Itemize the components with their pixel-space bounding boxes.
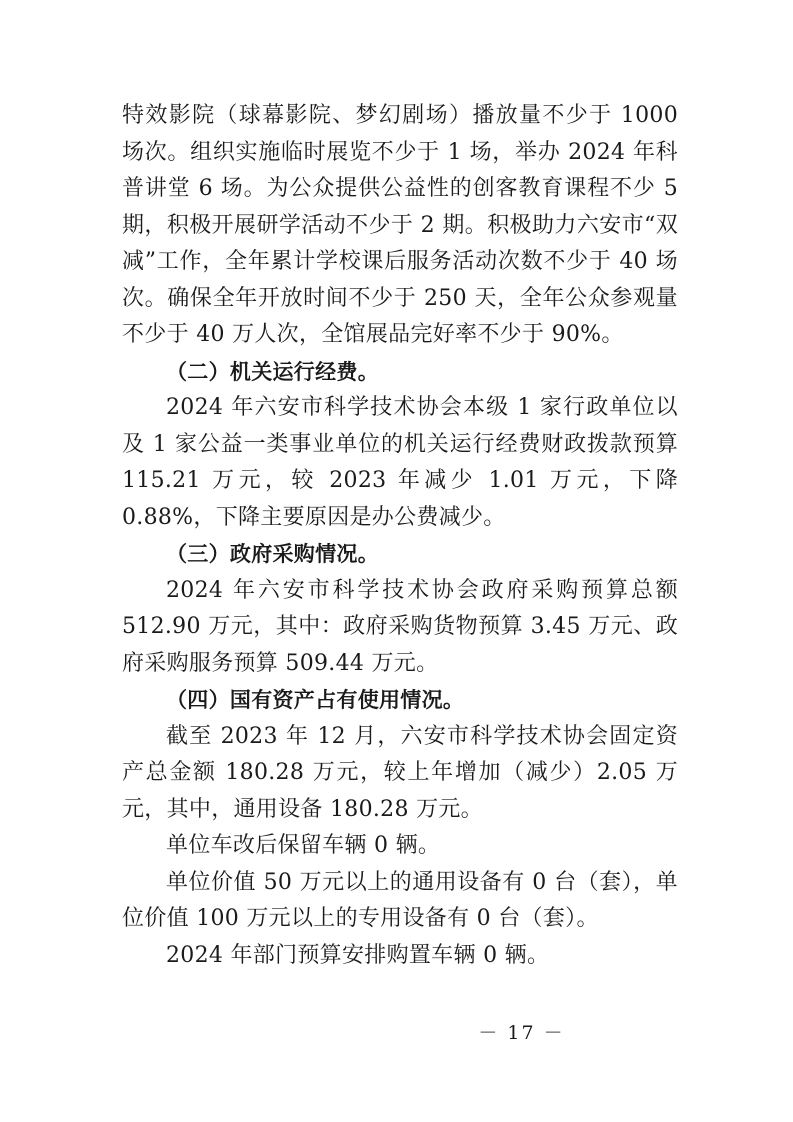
paragraph-operating-expenses: 2024 年六安市科学技术协会本级 1 家行政单位以及 1 家公益一类事业单位的机关运行经费财政拨款预算 115.21 万元，较 2023 年减少 1.01 万元，下降 0.88%，下降主要原因是办公费减少。 — [122, 395, 678, 530]
paragraph-fixed-assets: 截至 2023 年 12 月，六安市科学技术协会固定资产总金额 180.28 万元，较上年增加（减少）2.05 万元，其中，通用设备 180.28 万元。 — [122, 723, 678, 822]
heading-state-assets: （四）国有资产占有使用情况。 — [166, 688, 465, 712]
heading-government-procurement: （三）政府采购情况。 — [166, 542, 379, 566]
document-body — [122, 98, 678, 974]
paragraph-equipment-value: 单位价值 50 万元以上的通用设备有 0 台（套），单位价值 100 万元以上的专用设备有 0 台（套）。 — [122, 869, 678, 931]
heading-operating-expenses: （二）机关运行经费。 — [166, 359, 379, 384]
page-number: － 17 － — [478, 1022, 565, 1044]
paragraph-vehicle-purchase: 2024 年部门预算安排购置车辆 0 辆。 — [166, 942, 550, 968]
paragraph-visitor-targets: 特效影院（球幕影院、梦幻剧场）播放量不少于 1000 场次。组织实施临时展览不少于 1 场，举办 2024 年科普讲堂 6 场。为公众提供公益性的创客教育课程不少 5 期，积极开展研学活动不少于 2 期。积极助力六安市“双减”工作，全年累计学校课后服务活动次数不少于 40 场次。确保全年开放时间不少于 250 天，全年公众参观量不少于 40 万人次，全馆展品完好率不少于 90%。 — [122, 103, 678, 347]
paragraph-government-procurement: 2024 年六安市科学技术协会政府采购预算总额 512.90 万元，其中：政府采购货物预算 3.45 万元、政府采购服务预算 509.44 万元。 — [122, 577, 678, 676]
paragraph-retained-vehicles: 单位车改后保留车辆 0 辆。 — [166, 833, 441, 858]
